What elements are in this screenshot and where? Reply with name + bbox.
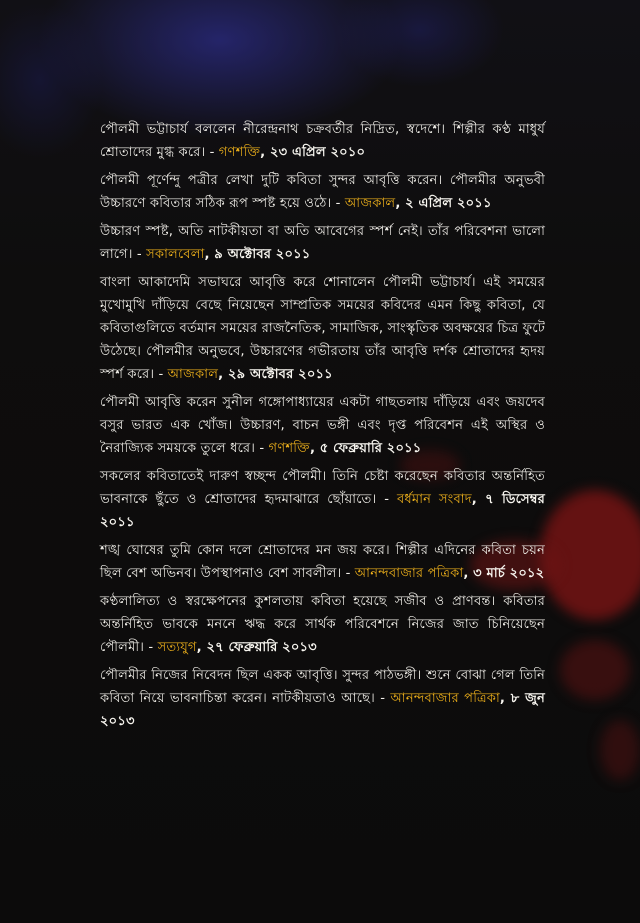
review-item: পৌলমী পূর্ণেন্দু পত্রীর লেখা দুটি কবিতা সুন্দর আবৃত্তি করেন। পৌলমীর অনুভবী উচ্চারণে কবিতার সঠিক রূপ স্পষ্ট হয়ে ওঠে। - আজকাল, ২ এপ্রিল ২০১১ bbox=[100, 173, 545, 211]
review-source: আজকাল bbox=[167, 367, 219, 382]
review-text: পৌলমী ভট্টাচার্য বললেন নীরেন্দ্রনাথ চক্রবর্তীর নিদ্রিত, স্বদেশে। শিল্পীর কণ্ঠ মাধুর্য শ্রোতাদের মুগ্ধ করে। bbox=[100, 122, 545, 160]
red-stain-decoration bbox=[600, 720, 640, 780]
review-item: সকলের কবিতাতেই দারুণ স্বচ্ছন্দ পৌলমী। তিনি চেষ্টা করেছেন কবিতার অন্তর্নিহিত ভাবনাকে ছুঁতে ও শ্রোতাদের হৃদমাঝারে ছোঁয়াতে। - বর্ধমান সংবাদ, ৭ ডিসেম্বর ২০১১ bbox=[100, 469, 545, 530]
review-source: আজকাল bbox=[344, 196, 396, 211]
review-text: কণ্ঠলালিত্য ও স্বরক্ষেপনের কুশলতায় কবিতা হয়েছে সজীব ও প্রাণবন্ত। কবিতার অন্তর্নিহিত ভাবকে মননে ঋদ্ধ করে সার্থক পরিবেশনে নিজের জাত চিনিয়েছেন পৌলমী। bbox=[100, 594, 545, 655]
review-item: পৌলমী আবৃত্তি করেন সুনীল গঙ্গোপাধ্যায়ের একটা গাছতলায় দাঁড়িয়ে এবং জয়দেব বসুর ভারত এক খোঁজ। উচ্চারণ, বাচন ভঙ্গী এবং দৃপ্ত পরিবেশন এই অস্থির ও নৈরাজ্যিক সময়কে তুলে ধরে। - গণশক্তি, ৫ ফেব্রুয়ারি ২০১১ bbox=[100, 395, 545, 456]
review-date: ২ এপ্রিল ২০১১ bbox=[405, 196, 492, 211]
review-date: ৩ মার্চ ২০১২ bbox=[473, 566, 545, 581]
review-source: সকালবেলা bbox=[146, 247, 205, 262]
review-text: পৌলমী পূর্ণেন্দু পত্রীর লেখা দুটি কবিতা সুন্দর আবৃত্তি করেন। পৌলমীর অনুভবী উচ্চারণে কবিতার সঠিক রূপ স্পষ্ট হয়ে ওঠে। bbox=[100, 173, 545, 211]
review-item: পৌলমী ভট্টাচার্য বললেন নীরেন্দ্রনাথ চক্রবর্তীর নিদ্রিত, স্বদেশে। শিল্পীর কণ্ঠ মাধুর্য শ্রোতাদের মুগ্ধ করে। - গণশক্তি, ২৩ এপ্রিল ২০১০ bbox=[100, 122, 545, 160]
review-item: উচ্চারণ স্পষ্ট, অতি নাটকীয়তা বা অতি আবেগের স্পর্শ নেই। তাঁর পরিবেশনা ভালো লাগে। - সকালবেলা, ৯ অক্টোবর ২০১১ bbox=[100, 224, 545, 262]
review-text: পৌলমীর নিজের নিবেদন ছিল একক আবৃত্তি। সুন্দর পাঠভঙ্গী। শুনে বোঝা গেল তিনি কবিতা নিয়ে ভাবনাচিন্তা করেন। নাটকীয়তাও আছে। bbox=[100, 668, 545, 706]
review-date: ৭ ডিসেম্বর ২০১১ bbox=[100, 492, 545, 530]
review-date: ২৭ ফেব্রুয়ারি ২০১৩ bbox=[206, 640, 317, 655]
review-text: সকলের কবিতাতেই দারুণ স্বচ্ছন্দ পৌলমী। তিনি চেষ্টা করেছেন কবিতার অন্তর্নিহিত ভাবনাকে ছুঁতে ও শ্রোতাদের হৃদমাঝারে ছোঁয়াতে। bbox=[100, 469, 545, 507]
review-date: ৮ জুন ২০১৩ bbox=[100, 691, 545, 729]
review-date: ২৩ এপ্রিল ২০১০ bbox=[269, 145, 366, 160]
review-item: শঙ্খ ঘোষের তুমি কোন দলে শ্রোতাদের মন জয় করে। শিল্পীর এদিনের কবিতা চয়ন ছিল বেশ অভিনব। উপস্থাপনাও বেশ সাবলীল। - আনন্দবাজার পত্রিকা, ৩ মার্চ ২০১২ bbox=[100, 543, 545, 581]
review-text: উচ্চারণ স্পষ্ট, অতি নাটকীয়তা বা অতি আবেগের স্পর্শ নেই। তাঁর পরিবেশনা ভালো লাগে। bbox=[100, 224, 545, 262]
review-source: গণশক্তি bbox=[218, 145, 261, 160]
review-source: গণশক্তি bbox=[268, 441, 310, 456]
review-item: বাংলা আকাদেমি সভাঘরে আবৃত্তি করে শোনালেন পৌলমী ভট্টাচার্য। এই সময়ের মুখোমুখি দাঁড়িয়ে বেছে নিয়েছেন সাম্প্রতিক সময়ের কবিদের এমন কিছু কবিতা, যে কবিতাগুলিতে বর্তমান সময়ের রাজনৈতিক, সামাজিক, সাংস্কৃতিক অবক্ষয়ের চিত্র ফুটে উঠেছে। পৌলমীর অনুভবে, উচ্চারণের গভীরতায় তাঁর আবৃত্তি দর্শক শ্রোতাদের হৃদয় স্পর্শ করে। - আজকাল, ২৯ অক্টোবর ২০১১ bbox=[100, 275, 545, 382]
review-list bbox=[100, 118, 545, 738]
review-source: বর্ধমান সংবাদ bbox=[396, 492, 472, 507]
review-text: পৌলমী আবৃত্তি করেন সুনীল গঙ্গোপাধ্যায়ের একটা গাছতলায় দাঁড়িয়ে এবং জয়দেব বসুর ভারত এক খোঁজ। উচ্চারণ, বাচন ভঙ্গী এবং দৃপ্ত পরিবেশন এই অস্থির ও নৈরাজ্যিক সময়কে তুলে ধরে। bbox=[100, 395, 545, 456]
review-source: সত্যযুগ bbox=[157, 640, 197, 655]
review-date: ৯ অক্টোবর ২০১১ bbox=[214, 247, 311, 262]
review-item: পৌলমীর নিজের নিবেদন ছিল একক আবৃত্তি। সুন্দর পাঠভঙ্গী। শুনে বোঝা গেল তিনি কবিতা নিয়ে ভাবনাচিন্তা করেন। নাটকীয়তাও আছে। - আনন্দবাজার পত্রিকা, ৮ জুন ২০১৩ bbox=[100, 668, 545, 729]
review-source: আনন্দবাজার পত্রিকা bbox=[390, 691, 500, 706]
review-text: শঙ্খ ঘোষের তুমি কোন দলে শ্রোতাদের মন জয় করে। শিল্পীর এদিনের কবিতা চয়ন ছিল বেশ অভিনব। উপস্থাপনাও বেশ সাবলীল। bbox=[100, 543, 545, 581]
red-stain-decoration bbox=[560, 640, 630, 700]
review-item: কণ্ঠলালিত্য ও স্বরক্ষেপনের কুশলতায় কবিতা হয়েছে সজীব ও প্রাণবন্ত। কবিতার অন্তর্নিহিত ভাবকে মননে ঋদ্ধ করে সার্থক পরিবেশনে নিজের জাত চিনিয়েছেন পৌলমী। - সত্যযুগ, ২৭ ফেব্রুয়ারি ২০১৩ bbox=[100, 594, 545, 655]
review-source: আনন্দবাজার পত্রিকা bbox=[354, 566, 464, 581]
review-text: বাংলা আকাদেমি সভাঘরে আবৃত্তি করে শোনালেন পৌলমী ভট্টাচার্য। এই সময়ের মুখোমুখি দাঁড়িয়ে বেছে নিয়েছেন সাম্প্রতিক সময়ের কবিদের এমন কিছু কবিতা, যে কবিতাগুলিতে বর্তমান সময়ের রাজনৈতিক, সামাজিক, সাংস্কৃতিক অবক্ষয়ের চিত্র ফুটে উঠেছে। পৌলমীর অনুভবে, উচ্চারণের গভীরতায় তাঁর আবৃত্তি দর্শক শ্রোতাদের হৃদয় স্পর্শ করে। bbox=[100, 275, 545, 382]
review-date: ২৯ অক্টোবর ২০১১ bbox=[227, 367, 333, 382]
review-date: ৫ ফেব্রুয়ারি ২০১১ bbox=[319, 441, 422, 456]
